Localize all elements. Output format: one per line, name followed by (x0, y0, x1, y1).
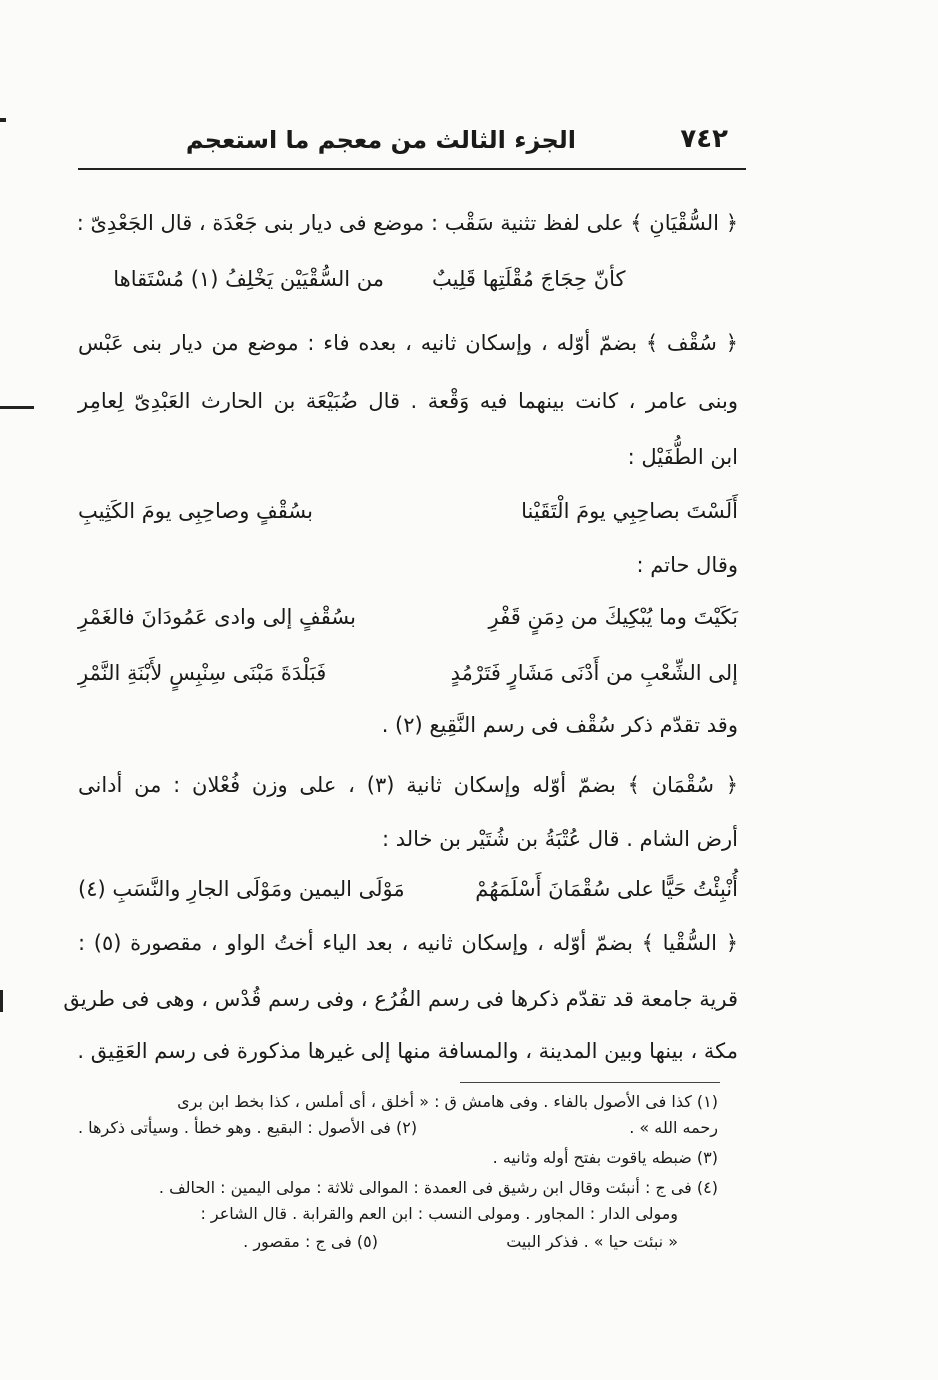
entry-line: ﴿ سُقْف ﴾ بضمّ أوّله ، وإسكان ثانيه ، بعده فاء : موضع من ديار بنى عَبْس (78, 331, 738, 355)
footnote-row (78, 1116, 718, 1140)
footnote-rule (460, 1082, 720, 1083)
verse (78, 602, 738, 632)
header-rule (78, 168, 746, 170)
entry-line: ﴿ سُقْمَان ﴾ بضمّ أوّله وإسكان ثانية (٣) ، على وزن فُعْلان : من أدانى (78, 773, 739, 797)
footnote: (٣) ضبطه ياقوت بفتح أوله وثانيه . (492, 1148, 718, 1167)
verse-hemistich: إلى الشِّعْبِ من أَدْنَى مَشَارٍ فَتَرْمُدٍ (450, 661, 738, 685)
page-header (78, 118, 746, 164)
verse (78, 264, 738, 294)
text-line: ابن الطُّفَيْل : (627, 445, 738, 469)
page-number: ٧٤٢ (680, 124, 728, 154)
entry-line: ﴿ السُّقْيا ﴾ بضمّ أوّله ، وإسكان ثانيه ، بعد الياء أختُ الواو ، مقصورة (٥) : (78, 931, 738, 955)
running-title: الجزء الثالث من معجم ما استعجم (185, 126, 576, 154)
text-line: وبنى عامر ، كانت بينهما فيه وَقْعة . قال ضُبَيْعَة بن الحارث العَبْدِىّ لِعامِر (78, 389, 738, 413)
verse-hemistich: مَوْلَى اليمين ومَوْلَى الجارِ والنَّسَبِ (٤) (78, 877, 405, 901)
verse-hemistich: أُنْبِئْتُ حَيًّا على سُقْمَانَ أَسْلَمَهُمْ (475, 877, 738, 901)
footnote: (٢) فى الأصول : البقيع . وهو خطأ . وسيأتى ذكرها . (78, 1118, 418, 1137)
footnote: « نبئت حيا » . فذكر البيت (506, 1232, 678, 1251)
verse (78, 874, 738, 904)
text-line: وقال حاتم : (636, 553, 738, 577)
scan-mark (0, 406, 34, 409)
footnote-row (78, 1230, 718, 1254)
entry-line: ﴿ السُّقْيَانِ ﴾ على لفظ تثنية سَقْب : موضع فى ديار بنى جَعْدَة ، قال الجَعْدِىّ : (76, 211, 738, 235)
text-line: وقد تقدّم ذكر سُقْف فى رسم النَّقِيع (٢) . (381, 713, 738, 737)
text-line: قرية جامعة قد تقدّم ذكرها فى رسم الفُرُع ، وفى رسم قُدْس ، وهى فى طريق (63, 987, 738, 1011)
text-line: أرض الشام . قال عُتْبَةُ بن شُتَيْر بن خالد : (381, 827, 738, 851)
verse (78, 496, 738, 526)
verse-hemistich: بسُقْفٍ وصاحِبِى يومَ الكَثِيبِ (78, 499, 313, 523)
verse-hemistich: من السُّقْيَيْن يَخْلِفُ (١) مُسْتَقاها (113, 267, 384, 291)
verse-hemistich: فَبَلْدَةَ مَبْنَى سِنْبِسٍ لأَبْنَةِ النَّمْرِ (78, 661, 327, 685)
footnote: (٥) فى ج : مقصور . (243, 1232, 378, 1251)
verse (78, 658, 738, 688)
verse-hemistich: بَكَيْتَ وما يُبْكِيكَ من دِمَنٍ قَفْرِ (488, 605, 738, 629)
scan-mark (0, 118, 6, 122)
verse-hemistich: بسُقْفٍ إلى وادى عَمُودَانَ فالغَمْرِ (78, 605, 356, 629)
verse-hemistich: كأنّ حِجَاجَ مُقْلَتِها قَلِيبٌ (432, 267, 626, 291)
footnote: (٤) فى ج : أنبئت وقال ابن رشيق فى العمدة : الموالى ثلاثة : مولى اليمين : الحالف . (158, 1178, 718, 1197)
footnote: (١) كذا فى الأصول بالفاء . وفى هامش ق : « أخلق ، أى أملس ، كذا بخط ابن برى (177, 1092, 718, 1111)
footnote: رحمه الله » . (629, 1118, 718, 1137)
footnote: ومولى الدار : المجاور . ومولى النسب : ابن العم والقرابة . قال الشاعر : (200, 1204, 678, 1223)
scan-mark (0, 990, 3, 1012)
text-line: مكة ، بينها وبين المدينة ، والمسافة منها إلى غيرها مذكورة فى رسم العَقِيق . (77, 1039, 738, 1063)
verse-hemistich: أَلَسْتَ بصاحِبِي يومَ الْتَقَيْنا (521, 499, 738, 523)
